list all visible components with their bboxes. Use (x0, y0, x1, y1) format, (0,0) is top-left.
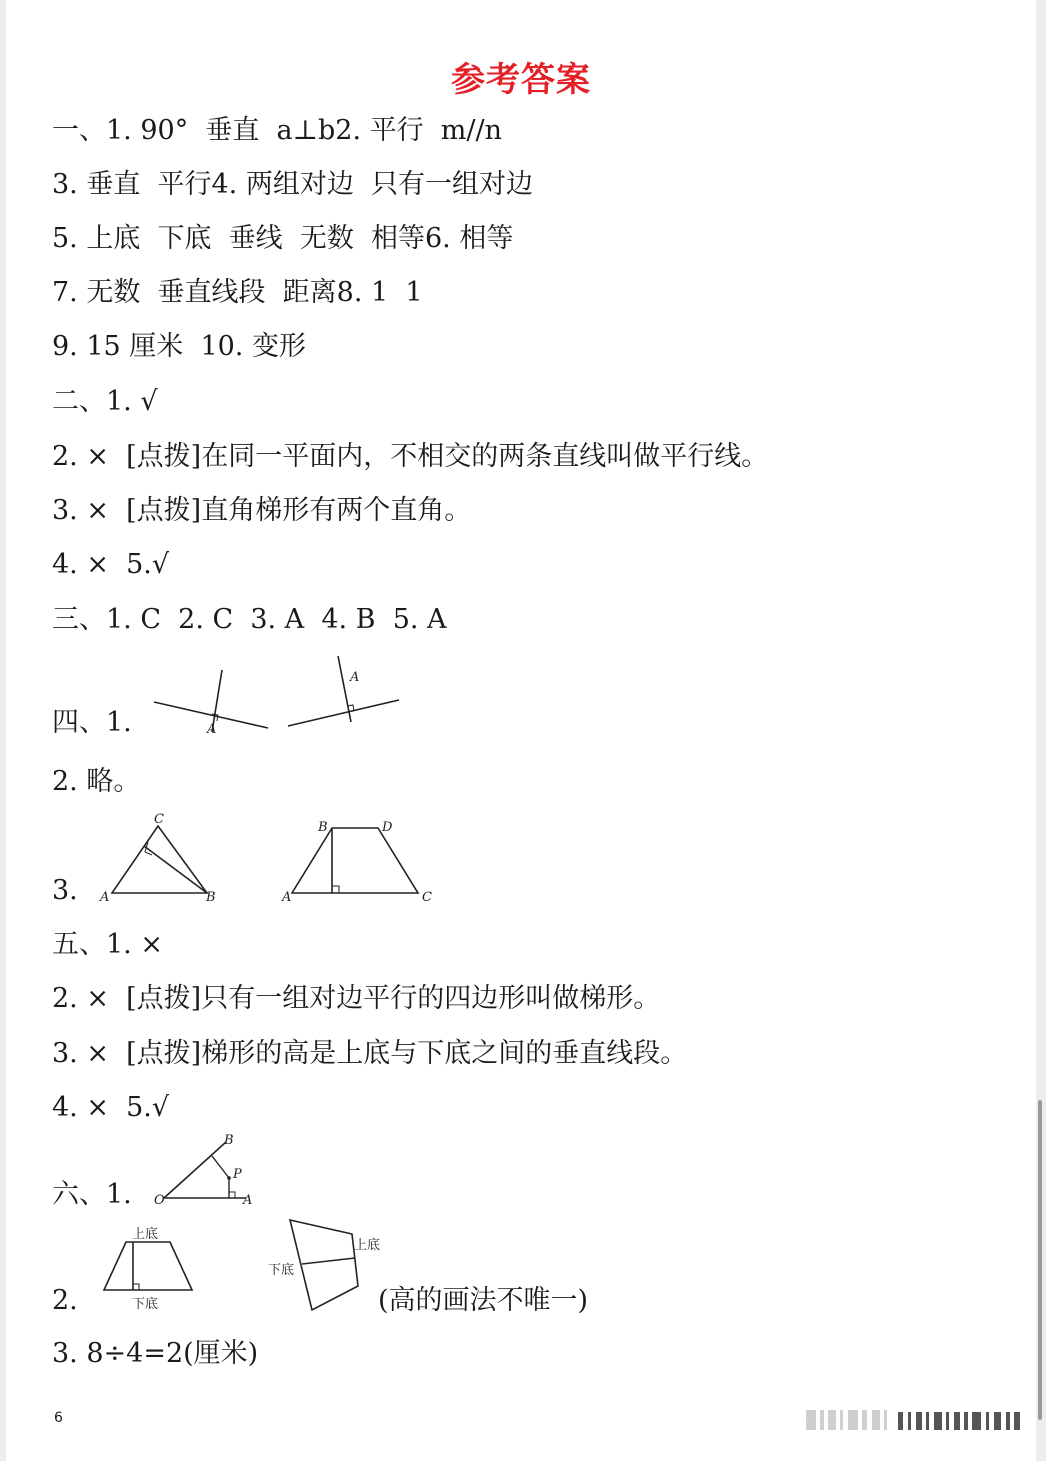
label-upper-base-1: 上底 (132, 1227, 159, 1242)
label-o: O (154, 1193, 165, 1208)
answer-line-7: 2. × [点拨]在同一平面内，不相交的两条直线叫做平行线。 (52, 441, 769, 472)
label-a-2: A (350, 670, 360, 685)
label-c-2: C (422, 890, 432, 905)
angle-point-p-figure (146, 1128, 266, 1210)
label-p: P (233, 1167, 242, 1182)
label-d-1: D (382, 820, 393, 835)
answer-page (6, 0, 1036, 1461)
answer-line-3: 5. 上底 下底 垂线 无数 相等6. 相等 (52, 223, 514, 254)
watermark-barcode-icon (806, 1406, 1028, 1434)
label-a-5: A (243, 1193, 253, 1208)
label-c-1: C (154, 812, 164, 827)
label-a-4: A (282, 890, 292, 905)
scrollbar[interactable] (1038, 1100, 1042, 1420)
answer-line-18: 六、1. (52, 1179, 132, 1210)
answer-line-11: 四、1. (52, 707, 132, 738)
page-title: 参考答案 (451, 60, 591, 100)
label-b-2: B (318, 820, 328, 835)
answer-line-6: 二、1. √ (52, 386, 158, 417)
answer-line-4: 7. 无数 垂直线段 距离8. 1 1 (52, 277, 423, 308)
answer-line-2: 3. 垂直 平行4. 两组对边 只有一组对边 (52, 169, 534, 200)
answer-line-9: 4. × 5.√ (52, 549, 170, 580)
label-upper-base-2: 上底 (354, 1238, 381, 1253)
perpendicular-lines-figure (146, 650, 416, 750)
answer-line-20: (高的画法不唯一) (378, 1285, 589, 1316)
label-b-1: B (206, 890, 216, 905)
triangle-trapezoid-figure (92, 808, 442, 908)
label-lower-base-1: 下底 (132, 1297, 159, 1312)
answer-line-10: 三、1. C 2. C 3. A 4. B 5. A (52, 604, 447, 635)
answer-line-17: 4. × 5.√ (52, 1092, 170, 1123)
page-number: 6 (54, 1410, 63, 1426)
answer-line-13: 3. (52, 875, 78, 906)
answer-line-5: 9. 15 厘米 10. 变形 (52, 331, 306, 362)
label-a-3: A (100, 890, 110, 905)
answer-line-1: 一、1. 90° 垂直 a⊥b2. 平行 m//n (52, 115, 502, 146)
answer-line-8: 3. × [点拨]直角梯形有两个直角。 (52, 495, 472, 526)
answer-line-16: 3. × [点拨]梯形的高是上底与下底之间的垂直线段。 (52, 1038, 688, 1069)
answer-line-19: 2. (52, 1285, 78, 1316)
trapezoid-height-figure (92, 1212, 392, 1322)
answer-line-15: 2. × [点拨]只有一组对边平行的四边形叫做梯形。 (52, 983, 661, 1014)
label-a-1: A (207, 722, 217, 737)
answer-line-12: 2. 略。 (52, 766, 141, 797)
answer-line-21: 3. 8÷4=2(厘米) (52, 1338, 259, 1369)
answer-line-14: 五、1. × (52, 929, 163, 960)
label-b-3: B (224, 1133, 234, 1148)
label-lower-base-2: 下底 (268, 1263, 295, 1278)
